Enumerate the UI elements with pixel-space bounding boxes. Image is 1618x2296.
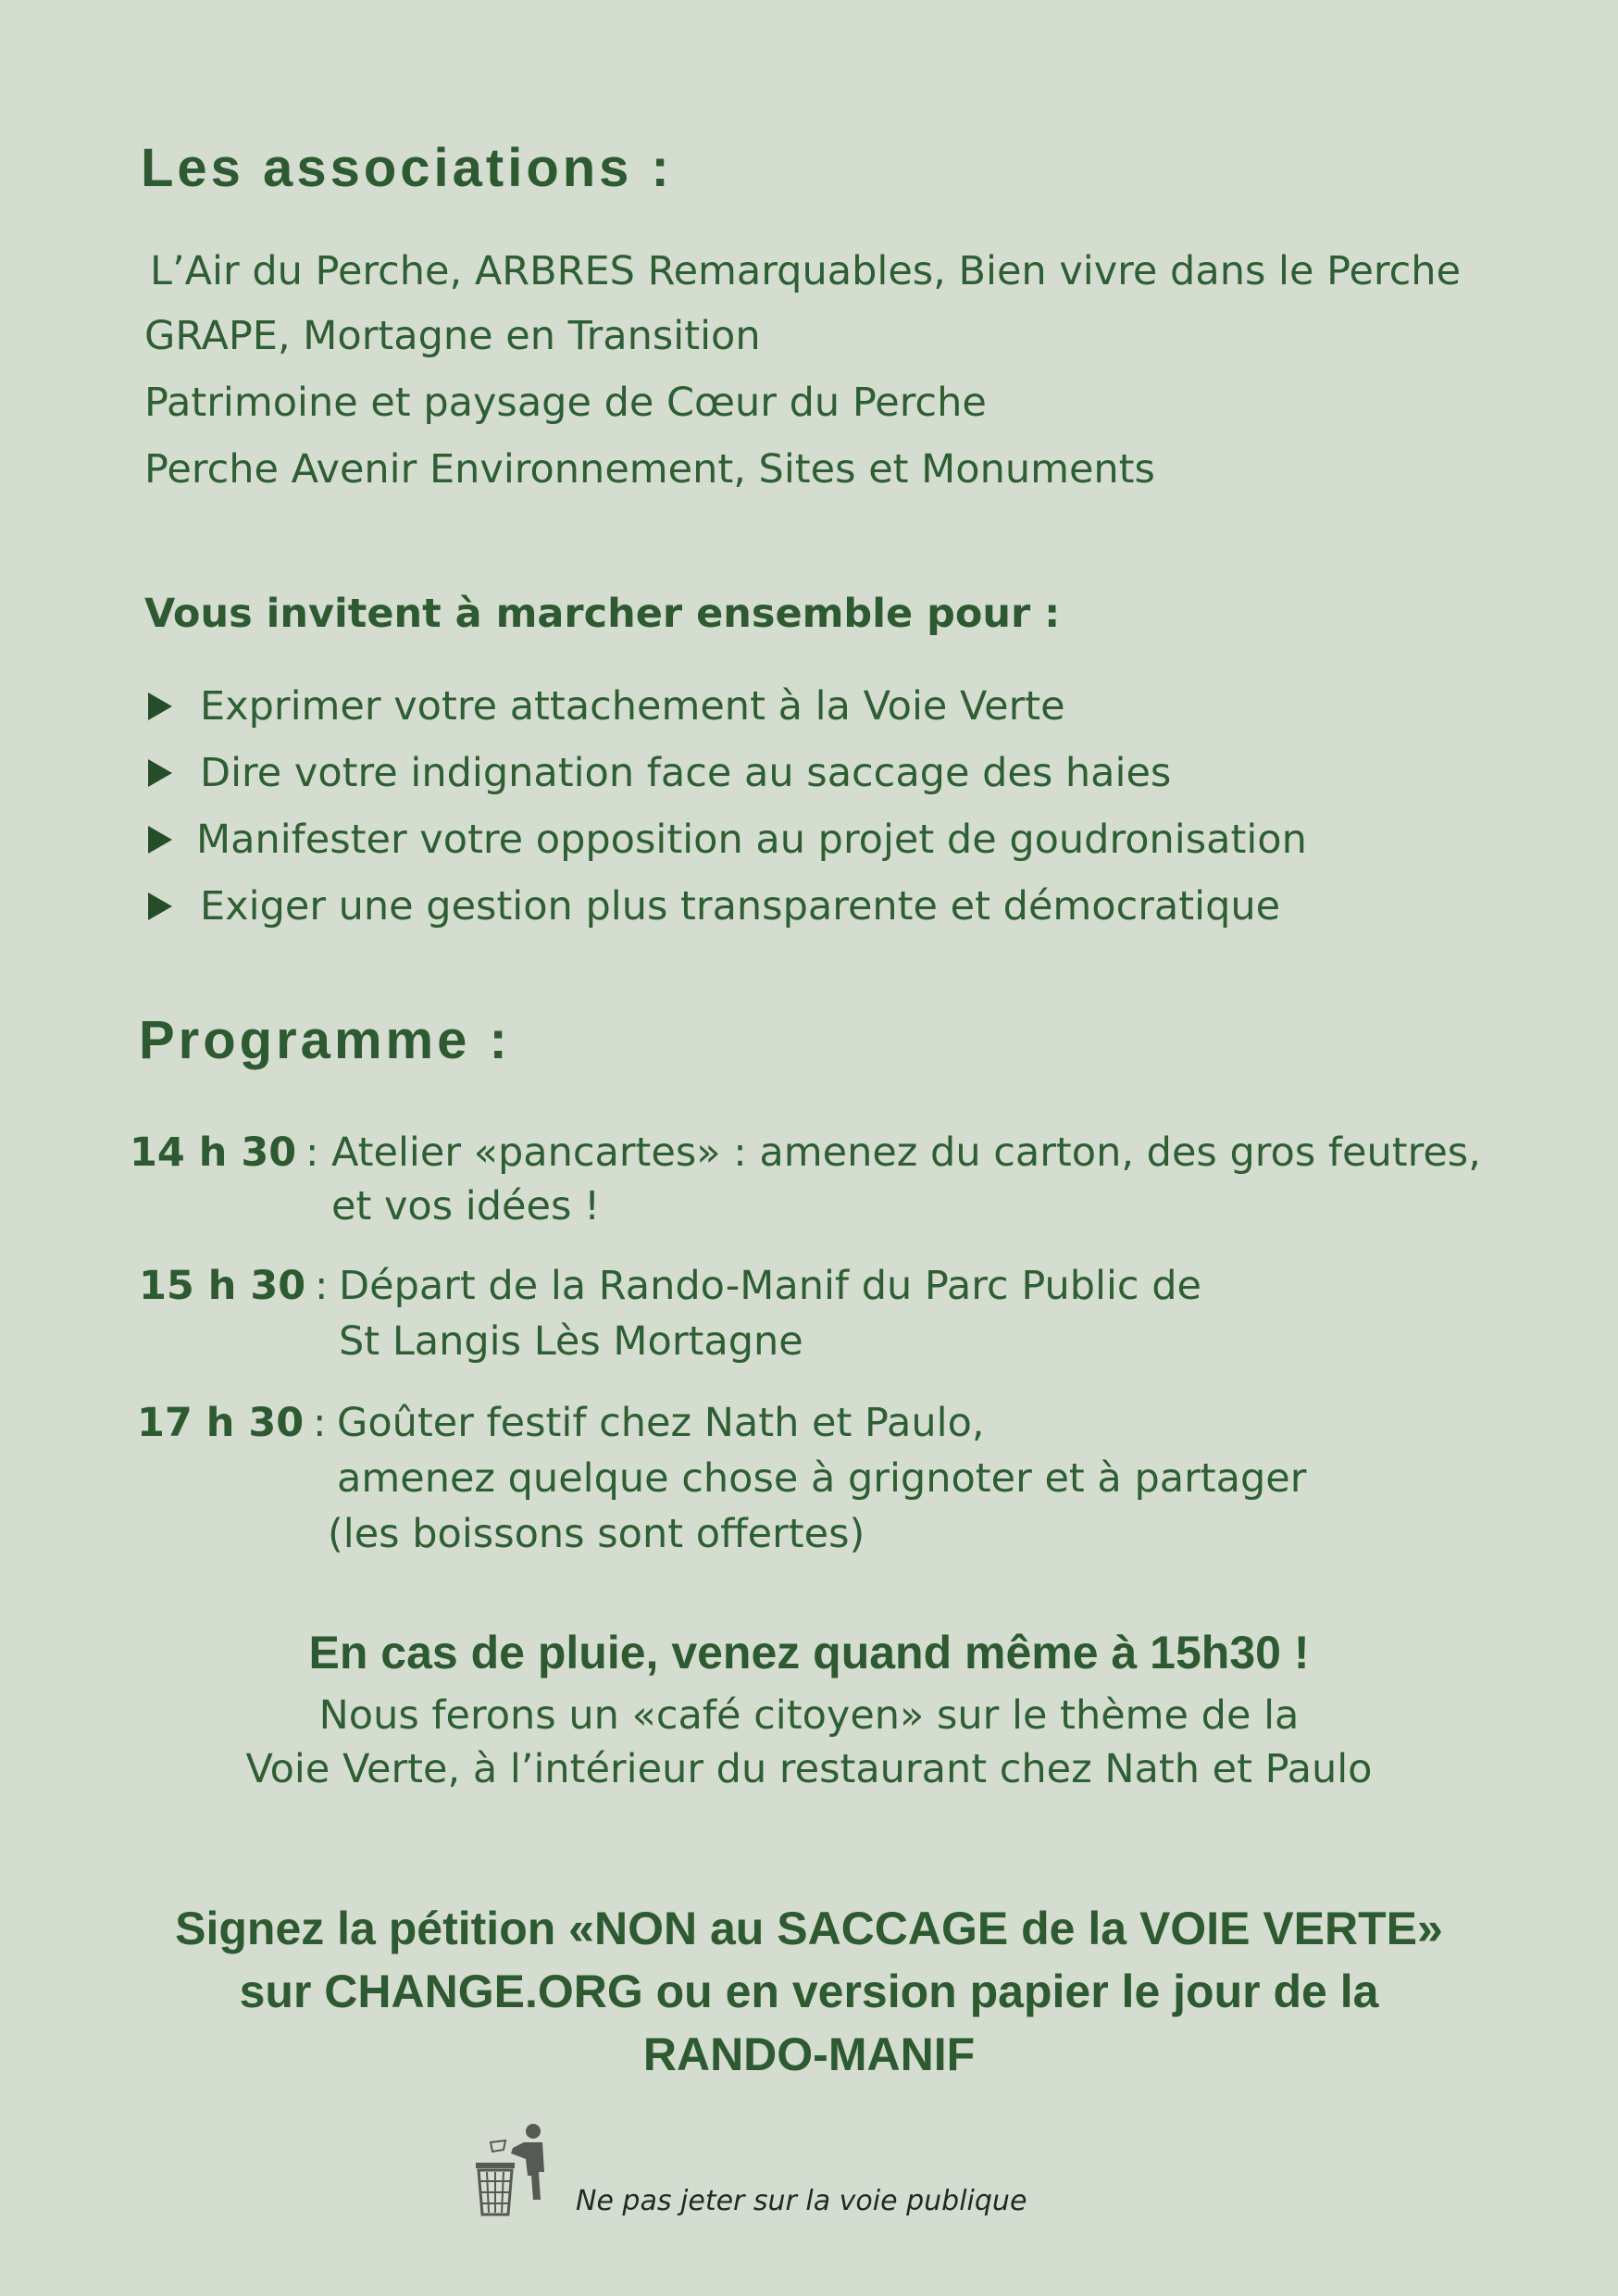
invite-item: [148, 683, 1065, 730]
rain-line: Voie Verte, à l’intérieur du restaurant chez Nath et Paulo: [245, 1746, 1373, 1792]
invite-item: [148, 750, 1171, 796]
event-separator: :: [313, 1400, 327, 1446]
footer-note: Ne pas jeter sur la voie publique: [576, 2185, 1027, 2217]
rain-line: Nous ferons un «café citoyen» sur le thème de la: [318, 1692, 1300, 1739]
petition-line: Signez la pétition «NON au SACCAGE de la VOIE VERTE»: [175, 1903, 1443, 1954]
petition-line: RANDO-MANIF: [642, 2028, 976, 2080]
invite-item: [148, 817, 1307, 863]
invite-item: [148, 883, 1280, 930]
associations-line-3: Patrimoine et paysage de Cœur du Perche: [144, 380, 987, 426]
event-line: et vos idées !: [331, 1183, 601, 1229]
triangle-bullet-icon: [148, 826, 172, 854]
event-separator: :: [315, 1263, 329, 1309]
event-line: amenez quelque chose à grignoter et à partager: [337, 1455, 1307, 1502]
invite-item-text: Manifester votre opposition au projet de goudronisation: [196, 817, 1307, 863]
associations-heading: Les associations :: [141, 138, 673, 198]
invite-heading: Vous invitent à marcher ensemble pour :: [144, 591, 1061, 637]
associations-line-1: L’Air du Perche, ARBRES Remarquables, Bien vivre dans le Perche: [150, 248, 1462, 294]
associations-line-2: GRAPE, Mortagne en Transition: [144, 313, 761, 359]
event-line: Atelier «pancartes» : amenez du carton, des gros feutres,: [331, 1129, 1481, 1176]
litter-bin-icon: [470, 2122, 554, 2224]
rain-title: En cas de pluie, venez quand même à 15h30 !: [308, 1627, 1310, 1678]
programme-heading: Programme :: [139, 1010, 511, 1070]
invite-item-text: Exprimer votre attachement à la Voie Verte: [200, 683, 1065, 730]
event-line: (les boissons sont offertes): [328, 1511, 865, 1557]
triangle-bullet-icon: [148, 759, 172, 787]
triangle-bullet-icon: [148, 892, 172, 920]
event-line: Départ de la Rando-Manif du Parc Public de: [339, 1263, 1201, 1309]
event-line: St Langis Lès Mortagne: [339, 1318, 803, 1365]
invite-item-text: Exiger une gestion plus transparente et démocratique: [200, 883, 1281, 930]
petition-line: sur CHANGE.ORG ou en version papier le jour de la: [239, 1965, 1379, 2017]
associations-line-4: Perche Avenir Environnement, Sites et Monuments: [144, 446, 1155, 493]
event-time: 14 h 30: [130, 1129, 297, 1176]
triangle-bullet-icon: [148, 693, 172, 720]
event-separator: :: [305, 1129, 319, 1176]
event-line: Goûter festif chez Nath et Paulo,: [337, 1400, 985, 1446]
event-time: 17 h 30: [137, 1400, 305, 1446]
event-time: 15 h 30: [139, 1263, 306, 1309]
invite-item-text: Dire votre indignation face au saccage des haies: [200, 750, 1172, 796]
